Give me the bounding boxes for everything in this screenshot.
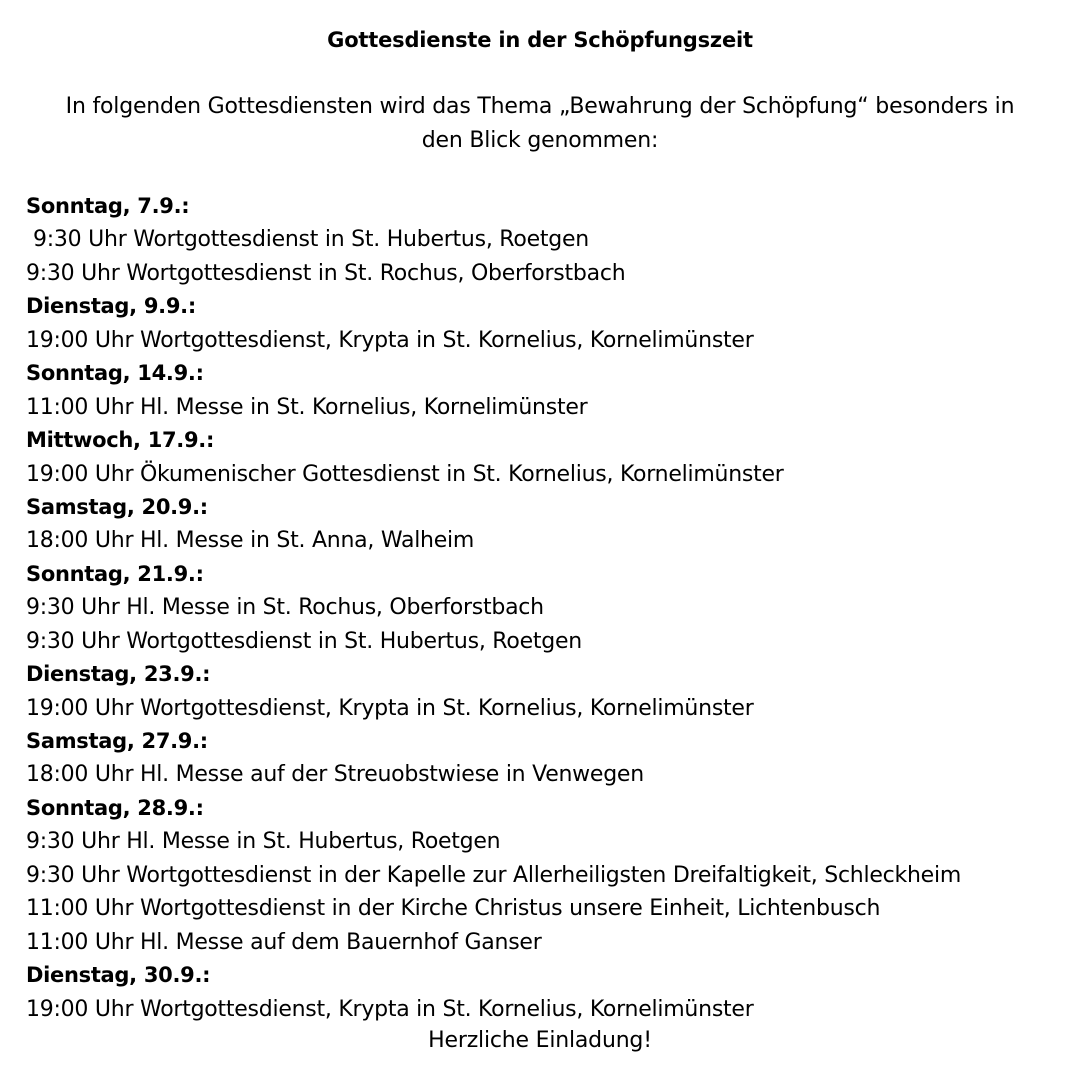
service-entry: 18:00 Uhr Hl. Messe auf der Streuobstwiese in Venwegen — [26, 762, 644, 788]
day-heading: Samstag, 27.9.: — [26, 729, 208, 753]
intro-line: In folgenden Gottesdiensten wird das Thema „Bewahrung der Schöpfung“ besonders in — [65, 94, 1015, 119]
day-heading: Dienstag, 30.9.: — [26, 963, 211, 988]
day-heading: Samstag, 20.9.: — [26, 494, 208, 519]
intro-line: den Blick genommen: — [421, 127, 659, 153]
intro-paragraph — [30, 90, 1050, 157]
service-entry: 9:30 Uhr Hl. Messe in St. Rochus, Oberforstbach — [26, 595, 544, 621]
service-entry: 19:00 Uhr Wortgottesdienst, Krypta in St. Kornelius, Kornelimünster — [26, 996, 754, 1022]
service-entry: 11:00 Uhr Hl. Messe auf dem Bauernhof Ganser — [26, 929, 542, 955]
day-heading: Dienstag, 23.9.: — [26, 662, 211, 687]
service-entry: 19:00 Uhr Wortgottesdienst, Krypta in St. Kornelius, Kornelimünster — [26, 695, 754, 721]
service-entry: 11:00 Uhr Hl. Messe in St. Kornelius, Kornelimünster — [26, 394, 588, 420]
day-heading: Sonntag, 7.9.: — [26, 194, 190, 218]
day-heading: Sonntag, 28.9.: — [26, 795, 204, 820]
service-entry: 9:30 Uhr Wortgottesdienst in St. Rochus, Oberforstbach — [26, 260, 626, 286]
service-entry: 9:30 Uhr Wortgottesdienst in der Kapelle zur Allerheiligsten Dreifaltigkeit, Schleckheim — [26, 862, 961, 888]
service-entry: 9:30 Uhr Wortgottesdienst in St. Hubertus, Roetgen — [33, 227, 589, 253]
service-entry: 9:30 Uhr Hl. Messe in St. Hubertus, Roetgen — [26, 829, 501, 855]
service-entry: 11:00 Uhr Wortgottesdienst in der Kirche Christus unsere Einheit, Lichtenbusch — [26, 896, 881, 922]
closing-invitation: Herzliche Einladung! — [428, 1028, 652, 1053]
day-heading: Sonntag, 21.9.: — [26, 561, 204, 586]
service-entry: 18:00 Uhr Hl. Messe in St. Anna, Walheim — [26, 528, 475, 554]
service-entry: 19:00 Uhr Ökumenischer Gottesdienst in St. Kornelius, Kornelimünster — [26, 461, 784, 487]
service-entry: 9:30 Uhr Wortgottesdienst in St. Hubertus, Roetgen — [26, 628, 582, 654]
service-schedule — [26, 190, 1066, 1026]
page-title: Gottesdienste in der Schöpfungszeit — [327, 28, 753, 52]
day-heading: Mittwoch, 17.9.: — [26, 428, 215, 453]
day-heading: Dienstag, 9.9.: — [26, 294, 196, 319]
day-heading: Sonntag, 14.9.: — [26, 361, 204, 386]
service-entry: 19:00 Uhr Wortgottesdienst, Krypta in St. Kornelius, Kornelimünster — [26, 327, 754, 353]
